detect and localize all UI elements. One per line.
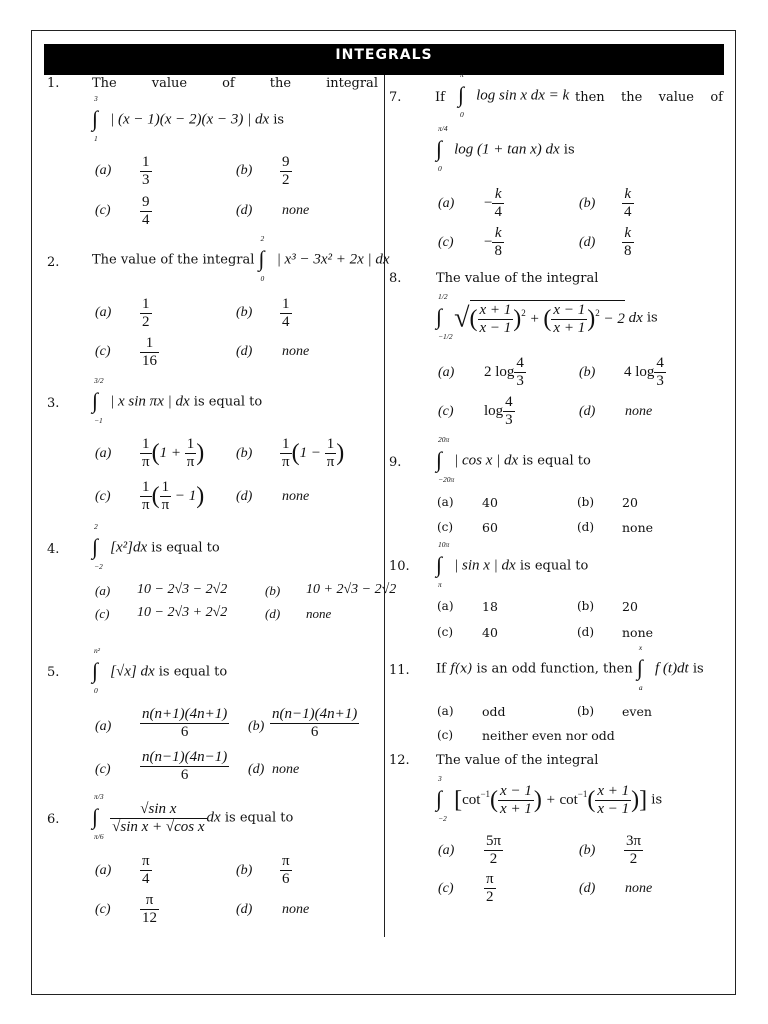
option-label: (b) (577, 704, 595, 718)
question-5-expression: ∫ n² 0 [√x] dx is equal to (92, 646, 228, 695)
option-b-value: $\frac{1}{\pi}$ (1 − $\frac{1}{\pi}$ ) (282, 436, 345, 470)
option-c-value: 10 − 2√3 + 2√2 (137, 605, 228, 620)
option-label: (c) (437, 625, 454, 639)
option-label: (d) (577, 520, 595, 534)
option-c-value: $\frac{n(n-1)(4n-1)}{6}$ (142, 749, 228, 783)
option-label: (d) (579, 404, 596, 419)
option-label: (a) (437, 704, 454, 718)
integral-sign: ∫ π 0 (458, 70, 465, 119)
question-8-stem: The value of the integral (436, 271, 599, 286)
question-7-stem-if: If (435, 90, 445, 105)
option-d-value: none (282, 902, 310, 917)
option-label: (a) (437, 495, 454, 509)
option-d-value: none (625, 404, 653, 419)
question-7-expression-1: ∫ π 0 log sin x dx = k (458, 70, 570, 119)
question-10-expression: ∫ 10π π | sin x | dx is equal to (436, 540, 589, 589)
option-label: (b) (577, 599, 595, 613)
option-a-value: $\frac{1}{\pi}$ (1 + $\frac{1}{\pi}$ ) (142, 436, 205, 470)
question-7-expression-2: ∫ π/4 0 log (1 + tan x) dx is (436, 124, 575, 173)
option-d-value: none (306, 606, 332, 621)
option-label: (d) (236, 902, 253, 917)
question-2-expression: The value of the integral ∫ 2 0 | x³ − 3x² + 2x | dx (92, 234, 390, 283)
integral-sign: ∫ 2 0 (258, 234, 265, 283)
option-c-value: $\frac{1}{\pi}$ ( $\frac{1}{\pi}$ − 1) (142, 479, 205, 513)
option-label: (a) (95, 719, 112, 734)
question-1-stem: The value of the integral (92, 76, 378, 91)
question-11-number: 11. (389, 663, 410, 678)
option-b-value: $\frac{1}{4}$ (282, 296, 290, 330)
question-4-number: 4. (47, 542, 60, 557)
integral-sign: ∫ 1/2 −1/2 (436, 292, 453, 341)
option-label: (c) (95, 902, 111, 917)
integral-sign: ∫ n² 0 (92, 646, 100, 695)
option-label: (a) (95, 305, 112, 320)
integral-sign: ∫ π/4 0 (436, 124, 448, 173)
question-8-expression: ∫ 1/2 −1/2 √( $\frac{x + 1}{x - 1}$ )$^2$ + ( $\frac{x - 1}{x + 1}$ )$^2$ − 2 dx is (436, 292, 658, 341)
option-label: (b) (236, 446, 253, 461)
option-c-value: neither even nor odd (482, 728, 615, 743)
option-d-value: none (282, 344, 310, 359)
option-label: (d) (579, 881, 596, 896)
option-a-value: odd (482, 704, 506, 719)
integral-sign: ∫ 10π π (436, 540, 450, 589)
question-2-number: 2. (47, 255, 60, 270)
question-12-expression: ∫ 3 −2 [$\cot^{-1}$( $\frac{x - 1}{x + 1}$ ) + $\cot^{-1}$( $\frac{x + 1}{x - 1}$ )] is (436, 774, 663, 823)
option-label: (c) (438, 404, 454, 419)
option-b-value: 10 + 2√3 − 2√2 (306, 582, 397, 597)
option-b-value: $\frac{\pi}{6}$ (282, 853, 290, 887)
option-c-value: 60 (482, 520, 498, 535)
option-label: (b) (579, 365, 596, 380)
option-d-value: none (282, 203, 310, 218)
option-c-value: $\frac{1}{16}$ (142, 335, 157, 369)
option-label: (b) (236, 163, 253, 178)
option-label: (a) (438, 365, 455, 380)
option-label: (d) (236, 489, 253, 504)
question-6-expression: ∫ π/3 π/6 $\frac{\text{√sin x}}{\text{√sin x + √cos x}}$ dx is equal to (92, 792, 294, 841)
integral-sign: ∫ π/3 π/6 (92, 792, 104, 841)
option-a-value: 40 (482, 495, 498, 510)
option-d-value: $\frac{k}{8}$ (624, 225, 632, 259)
option-label: (b) (577, 495, 595, 509)
option-c-value: $\frac{\pi}{12}$ (142, 892, 157, 926)
option-label: (c) (437, 728, 454, 742)
question-5-number: 5. (47, 665, 60, 680)
option-b-value: even (622, 704, 652, 719)
question-7-stem: then the value of (575, 90, 723, 105)
option-a-value: $\frac{1}{2}$ (142, 296, 150, 330)
option-label: (a) (438, 196, 455, 211)
option-label: (d) (248, 762, 265, 777)
option-label: (c) (95, 203, 111, 218)
question-7-number: 7. (389, 90, 402, 105)
question-9-expression: ∫ 20π −20π | cos x | dx is equal to (436, 435, 591, 484)
question-12-number: 12. (389, 753, 410, 768)
option-c-value: $\frac{9}{4}$ (142, 194, 150, 228)
question-1-number: 1. (47, 76, 60, 91)
question-1-expression: ∫ 3 1 | (x − 1)(x − 2)(x − 3) | dx is (92, 94, 285, 143)
column-divider (384, 75, 385, 937)
option-label: (c) (438, 881, 454, 896)
option-label: (b) (265, 583, 281, 598)
option-c-value: − $\frac{k}{8}$ (484, 225, 502, 259)
option-label: (a) (95, 446, 112, 461)
integral-sign: ∫ 3/2 −1 (92, 376, 104, 425)
option-label: (b) (236, 863, 253, 878)
option-b-value: 4 log $\frac{4}{3}$ (624, 355, 664, 389)
integral-sign: ∫ 20π −20π (436, 435, 455, 484)
option-a-value: 18 (482, 599, 498, 614)
option-label: (a) (95, 163, 112, 178)
option-label: (b) (579, 843, 596, 858)
option-d-value: none (282, 489, 310, 504)
option-label: (c) (438, 235, 454, 250)
option-a-value: $\frac{n(n+1)(4n+1)}{6}$ (142, 706, 228, 740)
question-6-number: 6. (47, 812, 60, 827)
option-label: (a) (438, 843, 455, 858)
question-8-number: 8. (389, 271, 402, 286)
option-b-value: $\frac{k}{4}$ (624, 186, 632, 220)
option-c-value: log $\frac{4}{3}$ (484, 394, 513, 428)
integral-sign: ∫ x a (636, 643, 643, 692)
option-b-value: $\frac{n(n-1)(4n+1)}{6}$ (272, 706, 358, 740)
option-label: (a) (95, 863, 112, 878)
option-label: (a) (437, 599, 454, 613)
option-label: (d) (577, 625, 595, 639)
option-a-value: 2 log $\frac{4}{3}$ (484, 355, 524, 389)
option-b-value: 20 (622, 495, 638, 510)
option-a-value: 10 − 2√3 − 2√2 (137, 582, 228, 597)
option-b-value: 20 (622, 599, 638, 614)
option-label: (d) (236, 203, 253, 218)
option-b-value: $\frac{9}{2}$ (282, 154, 290, 188)
option-label: (a) (95, 583, 111, 598)
question-11-expression: If f(x) is an odd function, then ∫ x a f (t)dt is (436, 643, 704, 692)
option-label: (d) (265, 606, 281, 621)
option-label: (c) (437, 520, 454, 534)
option-label: (d) (579, 235, 596, 250)
option-a-value: $\frac{1}{3}$ (142, 154, 150, 188)
option-d-value: none (622, 625, 654, 640)
option-b-value: $\frac{3\pi}{2}$ (626, 833, 642, 867)
option-label: (b) (236, 305, 253, 320)
option-a-value: $\frac{\pi}{4}$ (142, 853, 150, 887)
option-label: (d) (236, 344, 253, 359)
page-title: INTEGRALS (44, 44, 724, 75)
question-4-expression: ∫ 2 −2 [x²]dx is equal to (92, 522, 220, 571)
question-12-stem: The value of the integral (436, 753, 599, 768)
option-c-value: 40 (482, 625, 498, 640)
option-label: (c) (95, 489, 111, 504)
option-d-value: none (625, 881, 653, 896)
option-label: (b) (579, 196, 596, 211)
option-label: (c) (95, 762, 111, 777)
option-label: (b) (248, 719, 265, 734)
question-3-expression: ∫ 3/2 −1 | x sin πx | dx is equal to (92, 376, 263, 425)
question-3-number: 3. (47, 396, 60, 411)
integral-sign: ∫ 3 −2 (436, 774, 447, 823)
integral-sign: ∫ 2 −2 (92, 522, 103, 571)
option-d-value: none (272, 762, 300, 777)
option-label: (c) (95, 344, 111, 359)
option-c-value: $\frac{\pi}{2}$ (486, 871, 494, 905)
option-a-value: $\frac{5\pi}{2}$ (486, 833, 502, 867)
option-d-value: none (622, 520, 654, 535)
question-9-number: 9. (389, 455, 402, 470)
option-a-value: − $\frac{k}{4}$ (484, 186, 502, 220)
option-label: (c) (95, 606, 110, 621)
integral-sign: ∫ 3 1 (92, 94, 99, 143)
question-10-number: 10. (389, 559, 410, 574)
